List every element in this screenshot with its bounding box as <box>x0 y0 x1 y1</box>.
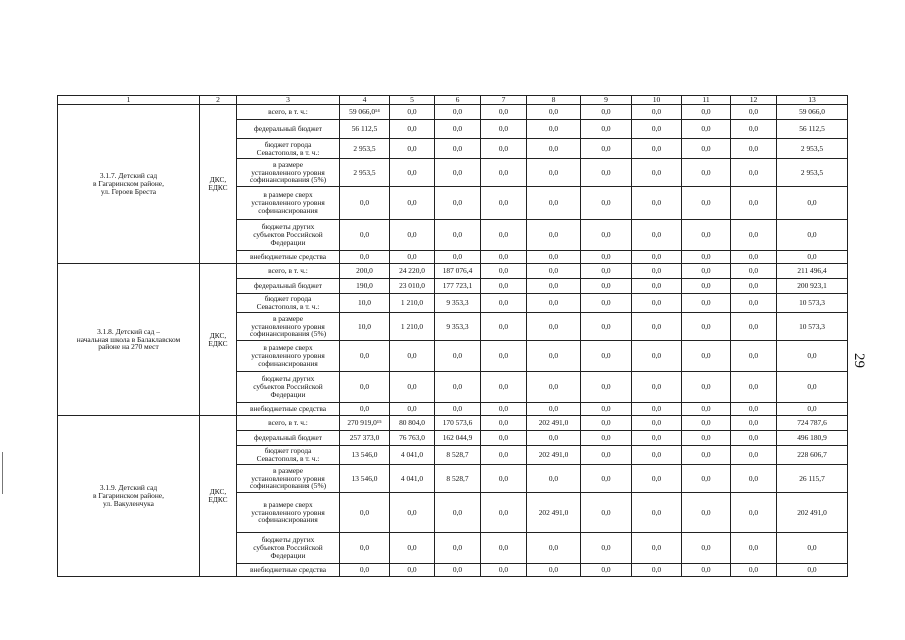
header-cell: 6 <box>435 96 481 105</box>
value-cell: 0,0 <box>481 120 527 139</box>
value-cell: 0,0 <box>682 220 731 251</box>
value-cell: 0,0 <box>581 416 632 431</box>
value-cell: 0,0 <box>390 403 435 416</box>
value-cell: 0,0 <box>581 341 632 372</box>
value-cell: 0,0 <box>581 564 632 577</box>
value-cell: 0,0 <box>581 279 632 294</box>
value-cell: 0,0 <box>481 431 527 446</box>
value-cell: 0,0 <box>390 159 435 187</box>
value-cell: 0,0 <box>731 403 777 416</box>
value-cell: 0,0 <box>581 372 632 403</box>
value-cell: 1 210,0 <box>390 294 435 313</box>
value-cell: 0,0 <box>340 403 390 416</box>
value-cell: 0,0 <box>632 533 682 564</box>
value-cell: 59 066,0 <box>777 105 848 120</box>
value-cell: 0,0 <box>632 264 682 279</box>
value-cell: 0,0 <box>435 220 481 251</box>
value-cell: 13 546,0 <box>340 446 390 465</box>
value-cell: 0,0 <box>481 403 527 416</box>
value-cell: 0,0 <box>682 403 731 416</box>
value-cell: 0,0 <box>435 341 481 372</box>
value-cell: 0,0 <box>481 465 527 493</box>
value-cell: 0,0 <box>632 341 682 372</box>
header-cell: 12 <box>731 96 777 105</box>
value-cell: 0,0 <box>435 251 481 264</box>
value-cell: 0,0 <box>777 220 848 251</box>
value-cell: 0,0 <box>682 493 731 533</box>
value-cell: 0,0 <box>731 465 777 493</box>
page-number: 29 <box>851 353 867 368</box>
header-row <box>58 96 848 105</box>
value-cell: 0,0 <box>481 139 527 159</box>
value-cell: 724 787,6 <box>777 416 848 431</box>
value-cell: 228 606,7 <box>777 446 848 465</box>
header-cell: 13 <box>777 96 848 105</box>
value-cell: 0,0 <box>527 313 581 341</box>
value-cell: 0,0 <box>682 279 731 294</box>
value-cell: 0,0 <box>632 465 682 493</box>
value-cell: 2 953,5 <box>777 159 848 187</box>
value-cell: 8 528,7 <box>435 465 481 493</box>
value-cell: 0,0 <box>527 465 581 493</box>
value-cell: 0,0 <box>731 251 777 264</box>
value-cell: 0,0 <box>632 493 682 533</box>
value-cell: 0,0 <box>581 294 632 313</box>
value-cell: 0,0 <box>731 139 777 159</box>
funding-source-cell: бюджеты других субъектов Российской Федерации <box>237 372 340 403</box>
value-cell: 0,0 <box>435 120 481 139</box>
value-cell: 0,0 <box>682 446 731 465</box>
value-cell: 0,0 <box>777 533 848 564</box>
value-cell: 0,0 <box>731 564 777 577</box>
value-cell: 202 491,0 <box>777 493 848 533</box>
value-cell: 0,0 <box>777 564 848 577</box>
value-cell: 0,0 <box>527 251 581 264</box>
value-cell: 0,0 <box>340 251 390 264</box>
value-cell: 0,0 <box>435 105 481 120</box>
value-cell: 0,0 <box>581 220 632 251</box>
value-cell: 56 112,5 <box>777 120 848 139</box>
value-cell: 0,0 <box>632 159 682 187</box>
value-cell: 10,0 <box>340 313 390 341</box>
value-cell: 4 041,0 <box>390 465 435 493</box>
value-cell: 0,0 <box>527 159 581 187</box>
value-cell: 0,0 <box>340 564 390 577</box>
value-cell: 0,0 <box>390 251 435 264</box>
value-cell: 0,0 <box>682 341 731 372</box>
funding-source-cell: внебюджетные средства <box>237 251 340 264</box>
executor-cell: ДКС, ЕДКС <box>200 105 237 264</box>
header-cell: 4 <box>340 96 390 105</box>
budget-table <box>57 95 848 577</box>
value-cell: 0,0 <box>435 139 481 159</box>
value-cell: 496 180,9 <box>777 431 848 446</box>
value-cell: 0,0 <box>481 294 527 313</box>
funding-source-cell: бюджет города Севастополя, в т. ч.: <box>237 446 340 465</box>
value-cell: 0,0 <box>682 105 731 120</box>
value-cell: 0,0 <box>731 493 777 533</box>
value-cell: 0,0 <box>390 372 435 403</box>
value-cell: 0,0 <box>481 533 527 564</box>
value-cell: 0,0 <box>731 159 777 187</box>
value-cell: 0,0 <box>527 187 581 220</box>
value-cell: 0,0 <box>527 341 581 372</box>
value-cell: 211 496,4 <box>777 264 848 279</box>
value-cell: 0,0 <box>435 564 481 577</box>
value-cell: 0,0 <box>390 533 435 564</box>
value-cell: 0,0 <box>481 105 527 120</box>
value-cell: 0,0 <box>731 264 777 279</box>
funding-source-cell: внебюджетные средства <box>237 564 340 577</box>
value-cell: 0,0 <box>340 493 390 533</box>
value-cell: 0,0 <box>435 493 481 533</box>
value-cell: 0,0 <box>481 372 527 403</box>
value-cell: 0,0 <box>340 372 390 403</box>
value-cell: 2 953,5 <box>340 159 390 187</box>
value-cell: 0,0 <box>581 120 632 139</box>
value-cell: 10 573,3 <box>777 294 848 313</box>
value-cell: 0,0 <box>581 139 632 159</box>
value-cell: 202 491,0 <box>527 416 581 431</box>
funding-source-cell: внебюджетные средства <box>237 403 340 416</box>
value-cell: 0,0 <box>632 431 682 446</box>
value-cell: 0,0 <box>632 279 682 294</box>
value-cell: 0,0 <box>731 279 777 294</box>
value-cell: 0,0 <box>481 279 527 294</box>
value-cell: 0,0 <box>682 251 731 264</box>
margin-mark <box>2 452 3 494</box>
value-cell: 0,0 <box>731 105 777 120</box>
value-cell: 0,0 <box>527 564 581 577</box>
value-cell: 0,0 <box>390 105 435 120</box>
funding-source-cell: федеральный бюджет <box>237 120 340 139</box>
value-cell: 0,0 <box>481 341 527 372</box>
value-cell: 4 041,0 <box>390 446 435 465</box>
funding-source-cell: федеральный бюджет <box>237 431 340 446</box>
value-cell: 26 115,7 <box>777 465 848 493</box>
value-cell: 0,0 <box>682 264 731 279</box>
value-cell: 0,0 <box>632 251 682 264</box>
value-cell: 0,0 <box>390 187 435 220</box>
value-cell: 0,0 <box>481 251 527 264</box>
value-cell: 200,0 <box>340 264 390 279</box>
value-cell: 0,0 <box>682 139 731 159</box>
table-row <box>58 264 848 279</box>
value-cell: 0,0 <box>581 313 632 341</box>
header-cell: 10 <box>632 96 682 105</box>
value-cell: 0,0 <box>481 564 527 577</box>
value-cell: 0,0 <box>682 416 731 431</box>
value-cell: 0,0 <box>632 446 682 465</box>
value-cell: 80 804,0 <box>390 416 435 431</box>
value-cell: 202 491,0 <box>527 493 581 533</box>
value-cell: 0,0 <box>390 220 435 251</box>
value-cell: 0,0 <box>682 187 731 220</box>
value-cell: 0,0 <box>481 159 527 187</box>
value-cell: 0,0 <box>481 220 527 251</box>
value-cell: 59 066,0¹⁴ <box>340 105 390 120</box>
value-cell: 76 763,0 <box>390 431 435 446</box>
header-cell: 3 <box>237 96 340 105</box>
value-cell: 2 953,5 <box>777 139 848 159</box>
header-cell: 11 <box>682 96 731 105</box>
value-cell: 0,0 <box>481 187 527 220</box>
value-cell: 0,0 <box>581 431 632 446</box>
value-cell: 0,0 <box>731 416 777 431</box>
funding-source-cell: в размере сверх установленного уровня софинансирования <box>237 341 340 372</box>
funding-source-cell: бюджеты других субъектов Российской Федерации <box>237 533 340 564</box>
value-cell: 0,0 <box>527 431 581 446</box>
value-cell: 0,0 <box>682 159 731 187</box>
header-cell: 9 <box>581 96 632 105</box>
value-cell: 0,0 <box>632 220 682 251</box>
header-cell: 8 <box>527 96 581 105</box>
value-cell: 0,0 <box>390 493 435 533</box>
value-cell: 0,0 <box>731 372 777 403</box>
value-cell: 200 923,1 <box>777 279 848 294</box>
value-cell: 0,0 <box>435 533 481 564</box>
value-cell: 0,0 <box>581 403 632 416</box>
value-cell: 0,0 <box>682 294 731 313</box>
header-cell: 7 <box>481 96 527 105</box>
value-cell: 162 044,9 <box>435 431 481 446</box>
value-cell: 202 491,0 <box>527 446 581 465</box>
value-cell: 0,0 <box>731 220 777 251</box>
value-cell: 0,0 <box>731 533 777 564</box>
value-cell: 0,0 <box>777 187 848 220</box>
value-cell: 0,0 <box>340 220 390 251</box>
value-cell: 9 353,3 <box>435 294 481 313</box>
value-cell: 0,0 <box>581 187 632 220</box>
value-cell: 0,0 <box>682 372 731 403</box>
value-cell: 0,0 <box>340 187 390 220</box>
value-cell: 0,0 <box>481 313 527 341</box>
value-cell: 0,0 <box>527 294 581 313</box>
value-cell: 0,0 <box>731 446 777 465</box>
value-cell: 177 723,1 <box>435 279 481 294</box>
header-cell: 1 <box>58 96 200 105</box>
funding-source-cell: всего, в т. ч.: <box>237 416 340 431</box>
value-cell: 0,0 <box>481 264 527 279</box>
value-cell: 0,0 <box>581 105 632 120</box>
value-cell: 10,0 <box>340 294 390 313</box>
project-name-cell: 3.1.9. Детский сад в Гагаринском районе, ул. Вакуленчука <box>58 416 200 577</box>
value-cell: 8 528,7 <box>435 446 481 465</box>
value-cell: 0,0 <box>527 105 581 120</box>
value-cell: 0,0 <box>527 533 581 564</box>
funding-source-cell: в размере установленного уровня софинансирования (5%) <box>237 465 340 493</box>
funding-source-cell: бюджет города Севастополя, в т. ч.: <box>237 139 340 159</box>
funding-source-cell: в размере установленного уровня софинансирования (5%) <box>237 313 340 341</box>
value-cell: 9 353,3 <box>435 313 481 341</box>
value-cell: 0,0 <box>390 139 435 159</box>
value-cell: 257 373,0 <box>340 431 390 446</box>
value-cell: 0,0 <box>731 431 777 446</box>
value-cell: 0,0 <box>581 533 632 564</box>
header-cell: 5 <box>390 96 435 105</box>
value-cell: 0,0 <box>632 416 682 431</box>
value-cell: 190,0 <box>340 279 390 294</box>
value-cell: 10 573,3 <box>777 313 848 341</box>
value-cell: 0,0 <box>527 403 581 416</box>
value-cell: 0,0 <box>481 416 527 431</box>
value-cell: 0,0 <box>435 159 481 187</box>
value-cell: 0,0 <box>731 120 777 139</box>
value-cell: 13 546,0 <box>340 465 390 493</box>
value-cell: 0,0 <box>777 341 848 372</box>
executor-cell: ДКС, ЕДКС <box>200 416 237 577</box>
funding-source-cell: бюджеты других субъектов Российской Федерации <box>237 220 340 251</box>
value-cell: 56 112,5 <box>340 120 390 139</box>
value-cell: 0,0 <box>581 493 632 533</box>
value-cell: 0,0 <box>581 465 632 493</box>
value-cell: 0,0 <box>777 403 848 416</box>
value-cell: 0,0 <box>390 341 435 372</box>
header-cell: 2 <box>200 96 237 105</box>
value-cell: 0,0 <box>581 159 632 187</box>
value-cell: 0,0 <box>632 105 682 120</box>
project-name-cell: 3.1.8. Детский сад – начальная школа в Балаклавском районе на 270 мест <box>58 264 200 416</box>
value-cell: 23 010,0 <box>390 279 435 294</box>
funding-source-cell: бюджет города Севастополя, в т. ч.: <box>237 294 340 313</box>
value-cell: 0,0 <box>682 564 731 577</box>
value-cell: 0,0 <box>632 139 682 159</box>
value-cell: 0,0 <box>682 313 731 341</box>
value-cell: 0,0 <box>682 533 731 564</box>
executor-cell: ДКС, ЕДКС <box>200 264 237 416</box>
value-cell: 0,0 <box>340 341 390 372</box>
value-cell: 0,0 <box>481 493 527 533</box>
value-cell: 24 220,0 <box>390 264 435 279</box>
value-cell: 270 919,0¹⁵ <box>340 416 390 431</box>
value-cell: 0,0 <box>731 294 777 313</box>
value-cell: 0,0 <box>682 431 731 446</box>
value-cell: 0,0 <box>731 341 777 372</box>
value-cell: 0,0 <box>435 187 481 220</box>
table-row <box>58 105 848 120</box>
funding-source-cell: федеральный бюджет <box>237 279 340 294</box>
value-cell: 0,0 <box>731 313 777 341</box>
value-cell: 0,0 <box>581 264 632 279</box>
value-cell: 0,0 <box>632 313 682 341</box>
value-cell: 0,0 <box>527 139 581 159</box>
value-cell: 0,0 <box>527 372 581 403</box>
value-cell: 0,0 <box>527 220 581 251</box>
value-cell: 0,0 <box>481 446 527 465</box>
value-cell: 0,0 <box>435 372 481 403</box>
value-cell: 0,0 <box>731 187 777 220</box>
value-cell: 0,0 <box>632 564 682 577</box>
value-cell: 1 210,0 <box>390 313 435 341</box>
funding-source-cell: всего, в т. ч.: <box>237 105 340 120</box>
value-cell: 0,0 <box>527 264 581 279</box>
value-cell: 0,0 <box>527 120 581 139</box>
value-cell: 0,0 <box>435 403 481 416</box>
value-cell: 2 953,5 <box>340 139 390 159</box>
value-cell: 0,0 <box>632 403 682 416</box>
table-row <box>58 416 848 431</box>
value-cell: 0,0 <box>527 279 581 294</box>
value-cell: 0,0 <box>682 465 731 493</box>
value-cell: 0,0 <box>632 294 682 313</box>
value-cell: 0,0 <box>632 187 682 220</box>
value-cell: 0,0 <box>581 251 632 264</box>
value-cell: 0,0 <box>581 446 632 465</box>
value-cell: 0,0 <box>390 564 435 577</box>
value-cell: 0,0 <box>777 372 848 403</box>
value-cell: 0,0 <box>682 120 731 139</box>
value-cell: 0,0 <box>632 120 682 139</box>
value-cell: 0,0 <box>390 120 435 139</box>
value-cell: 187 076,4 <box>435 264 481 279</box>
funding-source-cell: в размере установленного уровня софинансирования (5%) <box>237 159 340 187</box>
value-cell: 170 573,6 <box>435 416 481 431</box>
funding-source-cell: в размере сверх установленного уровня софинансирования <box>237 187 340 220</box>
value-cell: 0,0 <box>340 533 390 564</box>
value-cell: 0,0 <box>632 372 682 403</box>
funding-source-cell: в размере сверх установленного уровня софинансирования <box>237 493 340 533</box>
value-cell: 0,0 <box>777 251 848 264</box>
project-name-cell: 3.1.7. Детский сад в Гагаринском районе, ул. Героев Бреста <box>58 105 200 264</box>
funding-source-cell: всего, в т. ч.: <box>237 264 340 279</box>
